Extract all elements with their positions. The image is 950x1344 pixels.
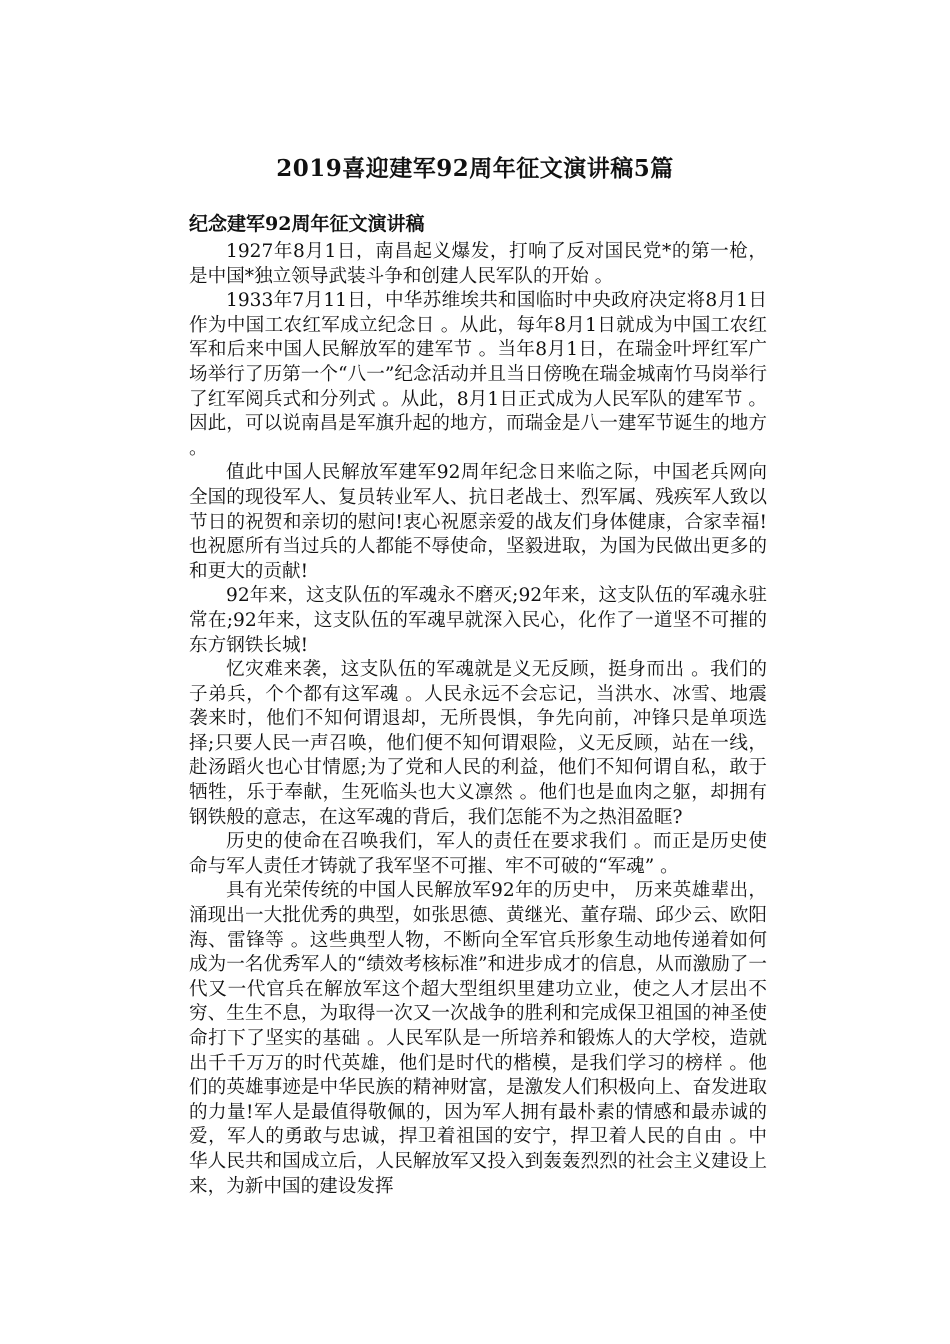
paragraph: 历史的使命在召唤我们，军人的责任在要求我们 。而正是历史使命与军人责任才铸就了我军坚不可摧、牢不可破的“军魂” 。 [189, 831, 767, 877]
paragraph: 值此中国人民解放军建军92周年纪念日来临之际，中国老兵网向全国的现役军人、复员转业军人、抗日老战士、烈军属、残疾军人致以节日的祝贺和亲切的慰问!衷心祝愿亲爱的战友们身体健康，合家幸福!也祝愿所有当过兵的人都能不辱使命，坚毅进取，为国为民做出更多的和更大的贡献! [189, 462, 767, 582]
paragraph: 1933年7月11日，中华苏维埃共和国临时中央政府决定将8月1日作为中国工农红军成立纪念日 。从此，每年8月1日就成为中国工农红军和后来中国人民解放军的建军节 。当年8月1日，在瑞金叶坪红军广场举行了历第一个“八一”纪念活动并且当日傍晚在瑞金城南竹马岗举行了红军阅兵式和分列式 。从此，8月1日正式成为人民军队的建军节 。因此，可以说南昌是军旗升起的地方，而瑞金是八一建军节诞生的地方 。 [189, 290, 767, 459]
document-title: 2019喜迎建军92周年征文演讲稿5篇 [276, 155, 674, 182]
paragraph: 1927年8月1日，南昌起义爆发，打响了反对国民党*的第一枪，是中国*独立领导武装斗争和创建人民军队的开始 。 [189, 241, 767, 287]
paragraph: 具有光荣传统的中国人民解放军92年的历史中， 历来英雄辈出，涌现出一大批优秀的典型，如张思德、黄继光、董存瑞、邱少云、欧阳海、雷锋等 。这些典型人物，不断向全军官兵形象生动地传递着如何成为一名优秀军人的“绩效考核标准”和进步成才的信息，从而激励了一代又一代官兵在解放军这个超大型组织里建功立业，使之人才层出不穷、生生不息，为取得一次又一次战争的胜利和完成保卫祖国的神圣使命打下了坚实的基础 。人民军队是一所培养和锻炼人的大学校，造就出千千万万的时代英雄，他们是时代的楷模，是我们学习的榜样 。他们的英雄事迹是中华民族的精神财富，是激发人们积极向上、奋发进取的力量!军人是最值得敬佩的，因为军人拥有最朴素的情感和最赤诚的爱，军人的勇敢与忠诚，捍卫着祖国的安宁，捍卫着人民的自由 。中华人民共和国成立后，人民解放军又投入到轰轰烈烈的社会主义建设上来，为新中国的建设发挥 [189, 880, 767, 1197]
document-body [189, 212, 767, 1199]
paragraph: 92年来，这支队伍的军魂永不磨灭;92年来，这支队伍的军魂永驻常在;92年来，这支队伍的军魂早就深入民心，化作了一道坚不可摧的东方钢铁长城! [189, 585, 767, 656]
section-title: 纪念建军92周年征文演讲稿 [189, 213, 425, 235]
paragraph: 忆灾难来袭，这支队伍的军魂就是义无反顾，挺身而出 。我们的子弟兵，个个都有这军魂 。人民永远不会忘记，当洪水、冰雪、地震袭来时，他们不知何谓退却，无所畏惧，争先向前，冲锋只是单项选择;只要人民一声召唤，他们便不知何谓艰险，义无反顾，站在一线，赴汤蹈火也心甘情愿;为了党和人民的利益，他们不知何谓自私，敢于牺牲，乐于奉献，生死临头也大义凛然 。他们也是血肉之躯，却拥有钢铁般的意志，在这军魂的背后，我们怎能不为之热泪盈眶? [189, 659, 767, 828]
